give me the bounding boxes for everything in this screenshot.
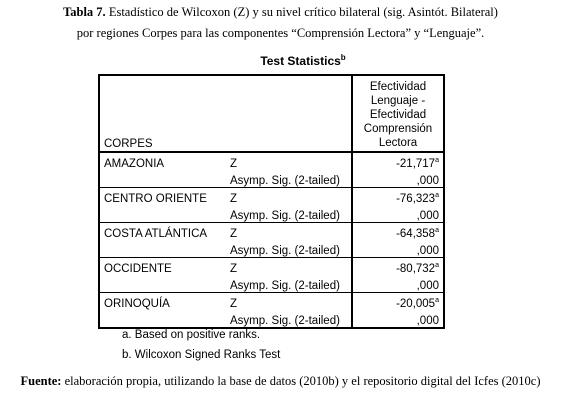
z-value-cell [352, 223, 444, 241]
sig-label: Asymp. Sig. (2-tailed) [226, 240, 352, 258]
table-header-row [99, 75, 444, 152]
table-row [99, 188, 444, 206]
footnote-a: a. Based on positive ranks. [122, 329, 261, 341]
table-row [99, 293, 444, 311]
row-header-spacer [226, 75, 352, 152]
table-row [99, 275, 444, 293]
sig-label: Asymp. Sig. (2-tailed) [226, 205, 352, 223]
table-caption [0, 2, 561, 44]
table-row [99, 205, 444, 223]
z-value-cell [352, 188, 444, 206]
table-title-footnote-marker: b [340, 53, 346, 62]
table-title-text: Test Statistics [260, 54, 341, 68]
z-footnote-marker: a [435, 157, 439, 165]
z-label: Z [230, 158, 238, 170]
sig-value: ,000 [352, 275, 444, 293]
source-line [0, 374, 561, 389]
region-spacer [99, 205, 226, 223]
footnote-b: b. Wilcoxon Signed Ranks Test [122, 349, 281, 361]
region-name: CENTRO ORIENTE [104, 193, 207, 205]
column-header-line: Comprensión [363, 123, 433, 135]
caption-text-1: Estadístico de Wilcoxon (Z) y su nivel crítico bilateral (sig. Asintót. Bilateral) [105, 5, 498, 19]
region-spacer [99, 240, 226, 258]
z-value: -20,005 [396, 298, 436, 310]
z-value: -76,323 [396, 193, 436, 205]
test-statistics-table [98, 74, 445, 329]
caption-line-2: por regiones Corpes para las componentes “Comprensión Lectora” y “Lenguaje”. [76, 26, 485, 40]
table-footnotes [122, 325, 280, 365]
z-value-cell [352, 152, 444, 170]
sig-label: Asymp. Sig. (2-tailed) [230, 315, 340, 327]
z-label: Z [230, 263, 238, 275]
row-header-corpes: CORPES [99, 75, 226, 152]
z-label: Z [230, 228, 238, 240]
z-value: -80,732 [396, 263, 436, 275]
column-header [352, 75, 444, 152]
table-row [99, 240, 444, 258]
source-text: elaboración propia, utilizando la base de datos (2010b) y el repositorio digital del Icfes (2010c) [61, 374, 541, 388]
z-value-cell [352, 258, 444, 276]
z-footnote-marker: a [435, 227, 439, 235]
z-value: -64,358 [396, 228, 436, 240]
table-row [99, 223, 444, 241]
region-name: COSTA ATLÁNTICA [104, 228, 208, 240]
caption-line-1 [0, 2, 561, 23]
region-name: ORINOQUÍA [104, 298, 170, 310]
column-header-line: Lectora [378, 137, 418, 149]
table-row [99, 170, 444, 188]
z-footnote-marker: a [435, 192, 439, 200]
column-header-line: Lenguaje - [370, 95, 426, 107]
sig-value: ,000 [352, 240, 444, 258]
column-header-line: Efectividad [369, 81, 427, 93]
region-name: AMAZONIA [104, 158, 165, 170]
z-footnote-marker: a [435, 262, 439, 270]
sig-value: ,000 [352, 170, 444, 188]
region-name: OCCIDENTE [104, 263, 172, 275]
caption-label: Tabla 7. [63, 5, 106, 19]
z-value: -21,717 [396, 158, 436, 170]
region-spacer [99, 170, 226, 188]
z-label: Z [230, 193, 238, 205]
table-title [98, 53, 508, 68]
source-label: Fuente: [20, 374, 62, 388]
column-header-line: Efectividad [369, 109, 427, 121]
sig-value: ,000 [352, 310, 444, 328]
table-row [99, 152, 444, 170]
region-spacer [99, 275, 226, 293]
sig-label: Asymp. Sig. (2-tailed) [226, 170, 352, 188]
z-label: Z [230, 298, 238, 310]
sig-value: ,000 [352, 205, 444, 223]
sig-label: Asymp. Sig. (2-tailed) [226, 275, 352, 293]
table-row [99, 258, 444, 276]
z-footnote-marker: a [435, 297, 439, 305]
z-value-cell [352, 293, 444, 311]
